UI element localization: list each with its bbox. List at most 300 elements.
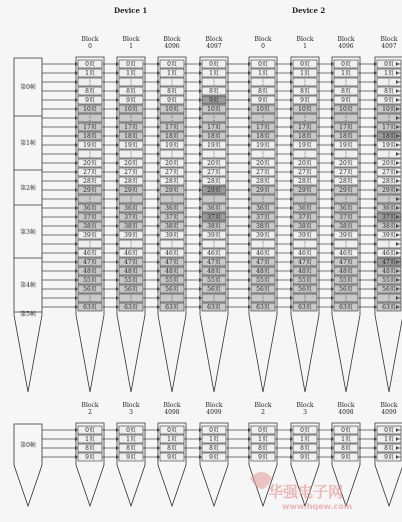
page-label: ⋮ <box>128 294 134 302</box>
page-label: ⋮ <box>386 114 392 122</box>
page-label: ⋮ <box>260 78 266 86</box>
page-label: 9页 <box>341 96 351 104</box>
page-label: 8页 <box>384 87 394 95</box>
page-label: ⋮ <box>169 240 175 248</box>
page-label: 27页 <box>83 168 97 176</box>
block-number: 0 <box>261 43 265 50</box>
page-label: 36页 <box>298 204 312 212</box>
device-2-title: Device 2 <box>292 6 326 15</box>
page-label: 29页 <box>382 186 396 194</box>
frame-label: 第0帧 <box>20 84 36 91</box>
block-number: 1 <box>129 43 133 50</box>
page-label: 55页 <box>339 276 353 284</box>
page-label: 48页 <box>382 267 396 275</box>
page-label: 39页 <box>339 231 353 239</box>
block-title: Block <box>337 402 355 409</box>
block-title: Block <box>205 402 223 409</box>
page-label: 0页 <box>126 426 136 434</box>
page-label: 10页 <box>165 105 179 113</box>
page-label: ⋮ <box>211 294 217 302</box>
page-label: 19页 <box>207 141 221 149</box>
page-label: 18页 <box>339 132 353 140</box>
page-label: 17页 <box>165 123 179 131</box>
page-label: 0页 <box>258 426 268 434</box>
page-label: 29页 <box>256 186 270 194</box>
page-label: 36页 <box>165 204 179 212</box>
page-label: 17页 <box>124 123 138 131</box>
frame-label: 第4帧 <box>20 282 36 289</box>
page-label: ⋮ <box>302 114 308 122</box>
block-number: 4099 <box>206 409 222 416</box>
page-label: 36页 <box>256 204 270 212</box>
block-number: 4099 <box>381 409 397 416</box>
page-label: 8页 <box>85 87 95 95</box>
page-label: 1页 <box>209 435 219 443</box>
page-label: 38页 <box>207 222 221 230</box>
page-label: 39页 <box>382 231 396 239</box>
page-label: 1页 <box>258 435 268 443</box>
page-label: ⋮ <box>169 78 175 86</box>
block-title: Block <box>122 36 140 43</box>
block-number: 4098 <box>164 409 180 416</box>
page-label: 37页 <box>339 213 353 221</box>
page-label: ⋮ <box>211 195 217 203</box>
page-label: 39页 <box>83 231 97 239</box>
page-label: 48页 <box>256 267 270 275</box>
page-label: 55页 <box>256 276 270 284</box>
page-label: 28页 <box>124 177 138 185</box>
page-label: 20页 <box>165 159 179 167</box>
page-label: 28页 <box>165 177 179 185</box>
page-label: 0页 <box>209 60 219 68</box>
page-label: ⋮ <box>211 150 217 158</box>
page-label: 46页 <box>298 249 312 257</box>
page-label: ⋮ <box>260 294 266 302</box>
page-label: 10页 <box>207 105 221 113</box>
page-label: 38页 <box>339 222 353 230</box>
page-label: 27页 <box>124 168 138 176</box>
page-label: 1页 <box>167 69 177 77</box>
page-label: 46页 <box>256 249 270 257</box>
block-title: Block <box>163 36 181 43</box>
page-label: 0页 <box>300 60 310 68</box>
page-label: ⋮ <box>343 294 349 302</box>
page-label: 1页 <box>167 435 177 443</box>
page-label: 0页 <box>167 60 177 68</box>
page-label: 39页 <box>124 231 138 239</box>
page-label: 20页 <box>124 159 138 167</box>
page-label: 9页 <box>85 96 95 104</box>
page-label: 37页 <box>298 213 312 221</box>
page-label: 48页 <box>207 267 221 275</box>
page-label: 8页 <box>258 87 268 95</box>
page-label: 46页 <box>207 249 221 257</box>
page-label: 1页 <box>126 435 136 443</box>
page-label: ⋮ <box>343 195 349 203</box>
page-label: 37页 <box>165 213 179 221</box>
page-label: 38页 <box>298 222 312 230</box>
page-label: 39页 <box>256 231 270 239</box>
page-label: ⋮ <box>302 294 308 302</box>
page-label: 55页 <box>165 276 179 284</box>
page-label: ⋮ <box>169 195 175 203</box>
page-label: ⋮ <box>260 195 266 203</box>
block-title: Block <box>122 402 140 409</box>
page-label: ⋮ <box>211 78 217 86</box>
frame-label: 第5帧 <box>20 310 36 318</box>
page-label: 0页 <box>258 60 268 68</box>
page-label: ⋮ <box>386 240 392 248</box>
page-label: 47页 <box>256 258 270 266</box>
page-label: ⋮ <box>128 78 134 86</box>
block-title: Block <box>337 36 355 43</box>
frame-label: 第1帧 <box>20 140 36 147</box>
page-label: 47页 <box>83 258 97 266</box>
page-label: 29页 <box>298 186 312 194</box>
page-label: 10页 <box>256 105 270 113</box>
page-label: 0页 <box>384 426 394 434</box>
page-label: 9页 <box>209 453 219 461</box>
page-label: 38页 <box>256 222 270 230</box>
page-label: 8页 <box>126 87 136 95</box>
page-label: 56页 <box>165 285 179 293</box>
page-label: ⋮ <box>87 240 93 248</box>
page-label: 55页 <box>83 276 97 284</box>
page-label: 47页 <box>382 258 396 266</box>
page-label: 8页 <box>300 444 310 452</box>
page-label: 36页 <box>124 204 138 212</box>
page-label: 47页 <box>124 258 138 266</box>
page-label: 8页 <box>341 87 351 95</box>
page-label: 9页 <box>384 96 394 104</box>
watermark-url: www.hqew.com <box>282 502 353 511</box>
page-label: ⋮ <box>343 78 349 86</box>
page-label: ⋮ <box>169 150 175 158</box>
block-number: 4097 <box>206 43 222 50</box>
block-number: 1 <box>303 43 307 50</box>
page-label: 39页 <box>207 231 221 239</box>
page-label: 19页 <box>298 141 312 149</box>
page-label: 0页 <box>384 60 394 68</box>
page-label: ⋮ <box>87 114 93 122</box>
page-label: 28页 <box>256 177 270 185</box>
page-label: 28页 <box>298 177 312 185</box>
page-label: 8页 <box>341 444 351 452</box>
page-label: 9页 <box>300 453 310 461</box>
page-label: 0页 <box>300 426 310 434</box>
page-label: 63页 <box>207 303 221 311</box>
page-label: ⋮ <box>302 240 308 248</box>
page-label: ⋮ <box>302 150 308 158</box>
page-label: 9页 <box>341 453 351 461</box>
page-label: ⋮ <box>343 114 349 122</box>
page-label: 47页 <box>165 258 179 266</box>
page-label: 56页 <box>298 285 312 293</box>
page-label: 20页 <box>298 159 312 167</box>
page-label: ⋮ <box>128 240 134 248</box>
block-title: Block <box>81 36 99 43</box>
page-label: 28页 <box>382 177 396 185</box>
page-label: 1页 <box>341 435 351 443</box>
page-label: 10页 <box>298 105 312 113</box>
page-label: ⋮ <box>87 78 93 86</box>
page-label: 8页 <box>300 87 310 95</box>
page-label: 8页 <box>167 87 177 95</box>
page-label: 56页 <box>256 285 270 293</box>
page-label: 8页 <box>258 444 268 452</box>
block-title: Block <box>254 402 272 409</box>
page-label: 27页 <box>256 168 270 176</box>
page-label: 20页 <box>256 159 270 167</box>
page-label: 63页 <box>256 303 270 311</box>
page-label: ⋮ <box>128 150 134 158</box>
frame-outline <box>14 58 42 392</box>
page-label: ⋮ <box>386 78 392 86</box>
page-label: 18页 <box>165 132 179 140</box>
device-1-title: Device 1 <box>114 6 148 15</box>
page-label: 27页 <box>339 168 353 176</box>
page-label: ⋮ <box>211 114 217 122</box>
page-label: 1页 <box>258 69 268 77</box>
page-label: 48页 <box>124 267 138 275</box>
page-label: 19页 <box>124 141 138 149</box>
page-label: 9页 <box>85 453 95 461</box>
page-label: ⋮ <box>302 78 308 86</box>
page-label: 47页 <box>339 258 353 266</box>
page-label: 37页 <box>83 213 97 221</box>
page-label: 1页 <box>341 69 351 77</box>
block-number: 3 <box>303 409 307 416</box>
page-label: 1页 <box>384 435 394 443</box>
page-label: 8页 <box>209 87 219 95</box>
page-label: 37页 <box>256 213 270 221</box>
page-label: 17页 <box>298 123 312 131</box>
page-label: 17页 <box>256 123 270 131</box>
page-label: 8页 <box>384 444 394 452</box>
page-label: ⋮ <box>343 240 349 248</box>
page-label: 1页 <box>85 435 95 443</box>
page-label: 29页 <box>124 186 138 194</box>
page-label: 18页 <box>207 132 221 140</box>
frame-label: 第0帧 <box>20 441 36 449</box>
page-label: 9页 <box>167 96 177 104</box>
page-label: 18页 <box>256 132 270 140</box>
block-title: Block <box>205 36 223 43</box>
page-label: 19页 <box>339 141 353 149</box>
page-label: ⋮ <box>386 294 392 302</box>
page-label: 56页 <box>339 285 353 293</box>
page-label: 10页 <box>339 105 353 113</box>
page-label: 55页 <box>298 276 312 284</box>
page-label: 29页 <box>83 186 97 194</box>
page-label: 55页 <box>207 276 221 284</box>
page-label: 10页 <box>124 105 138 113</box>
page-label: 28页 <box>83 177 97 185</box>
page-label: 9页 <box>167 453 177 461</box>
page-label: 48页 <box>83 267 97 275</box>
block-title: Block <box>296 402 314 409</box>
block-number: 4098 <box>338 409 354 416</box>
page-label: 36页 <box>382 204 396 212</box>
page-label: 36页 <box>83 204 97 212</box>
page-label: 8页 <box>85 444 95 452</box>
page-label: 1页 <box>209 69 219 77</box>
page-label: 46页 <box>83 249 97 257</box>
page-label: 63页 <box>83 303 97 311</box>
page-label: ⋮ <box>302 195 308 203</box>
page-label: 9页 <box>300 96 310 104</box>
page-label: 17页 <box>339 123 353 131</box>
page-label: 63页 <box>298 303 312 311</box>
block-number: 4097 <box>381 43 397 50</box>
page-label: 20页 <box>207 159 221 167</box>
block-title: Block <box>163 402 181 409</box>
block-number: 0 <box>88 43 92 50</box>
page-label: 19页 <box>256 141 270 149</box>
page-label: 48页 <box>298 267 312 275</box>
page-label: 56页 <box>124 285 138 293</box>
block-number: 3 <box>129 409 133 416</box>
page-label: 17页 <box>83 123 97 131</box>
page-label: 27页 <box>207 168 221 176</box>
page-label: ⋮ <box>169 114 175 122</box>
page-label: 10页 <box>83 105 97 113</box>
page-label: ⋮ <box>87 294 93 302</box>
page-label: ⋮ <box>169 294 175 302</box>
frame-label: 第2帧 <box>20 184 36 192</box>
block-number: 2 <box>88 409 92 416</box>
page-label: 18页 <box>298 132 312 140</box>
page-label: 18页 <box>83 132 97 140</box>
page-label: 0页 <box>341 60 351 68</box>
page-label: 47页 <box>298 258 312 266</box>
page-label: 47页 <box>207 258 221 266</box>
page-label: 17页 <box>207 123 221 131</box>
page-label: 0页 <box>85 60 95 68</box>
page-label: 9页 <box>126 453 136 461</box>
page-label: 46页 <box>382 249 396 257</box>
page-label: 17页 <box>382 123 396 131</box>
page-label: ⋮ <box>343 150 349 158</box>
page-label: 1页 <box>85 69 95 77</box>
page-label: ⋮ <box>128 195 134 203</box>
page-label: 8页 <box>126 444 136 452</box>
page-label: 28页 <box>207 177 221 185</box>
page-label: ⋮ <box>260 150 266 158</box>
page-label: 37页 <box>124 213 138 221</box>
page-label: 18页 <box>124 132 138 140</box>
page-label: 46页 <box>124 249 138 257</box>
page-label: ⋮ <box>260 240 266 248</box>
page-label: 36页 <box>339 204 353 212</box>
page-label: 1页 <box>300 435 310 443</box>
page-label: 8页 <box>167 444 177 452</box>
page-label: 29页 <box>165 186 179 194</box>
page-label: 20页 <box>339 159 353 167</box>
block-number: 2 <box>261 409 265 416</box>
page-label: 27页 <box>165 168 179 176</box>
page-label: ⋮ <box>87 150 93 158</box>
block-number: 4096 <box>338 43 354 50</box>
page-label: 37页 <box>382 213 396 221</box>
page-label: 38页 <box>124 222 138 230</box>
page-label: 1页 <box>384 69 394 77</box>
page-label: 0页 <box>209 426 219 434</box>
page-label: 48页 <box>339 267 353 275</box>
page-label: 8页 <box>209 444 219 452</box>
page-label: 38页 <box>165 222 179 230</box>
page-label: 56页 <box>207 285 221 293</box>
page-label: 1页 <box>300 69 310 77</box>
page-label: 63页 <box>339 303 353 311</box>
page-label: 1页 <box>126 69 136 77</box>
block-title: Block <box>254 36 272 43</box>
page-label: 9页 <box>384 453 394 461</box>
page-label: 29页 <box>339 186 353 194</box>
page-label: 56页 <box>382 285 396 293</box>
frame-label: 第3帧 <box>20 228 36 236</box>
page-label: 48页 <box>165 267 179 275</box>
block-title: Block <box>380 36 398 43</box>
page-label: 20页 <box>382 159 396 167</box>
page-label: ⋮ <box>386 195 392 203</box>
page-label: 9页 <box>258 96 268 104</box>
page-label: ⋮ <box>128 114 134 122</box>
page-label: ⋮ <box>386 150 392 158</box>
page-label: ⋮ <box>211 240 217 248</box>
page-label: 0页 <box>85 426 95 434</box>
page-label: 38页 <box>382 222 396 230</box>
page-label: 0页 <box>126 60 136 68</box>
block-title: Block <box>380 402 398 409</box>
page-label: 10页 <box>382 105 396 113</box>
page-label: 9页 <box>126 96 136 104</box>
page-label: 0页 <box>341 426 351 434</box>
page-label: 37页 <box>207 213 221 221</box>
watermark-text: 华强电子网 <box>268 483 344 501</box>
page-label: 46页 <box>165 249 179 257</box>
page-label: 19页 <box>83 141 97 149</box>
page-label: 56页 <box>83 285 97 293</box>
page-label: 9页 <box>209 96 219 104</box>
page-label: 36页 <box>207 204 221 212</box>
page-label: 63页 <box>382 303 396 311</box>
page-label: 27页 <box>298 168 312 176</box>
page-label: 39页 <box>165 231 179 239</box>
page-label: 19页 <box>165 141 179 149</box>
page-label: 27页 <box>382 168 396 176</box>
page-label: 63页 <box>124 303 138 311</box>
page-label: 0页 <box>167 426 177 434</box>
page-label: ⋮ <box>87 195 93 203</box>
page-label: 19页 <box>382 141 396 149</box>
page-label: 18页 <box>382 132 396 140</box>
page-label: 55页 <box>382 276 396 284</box>
page-label: 55页 <box>124 276 138 284</box>
block-number: 4096 <box>164 43 180 50</box>
page-label: 38页 <box>83 222 97 230</box>
page-label: 20页 <box>83 159 97 167</box>
block-title: Block <box>81 402 99 409</box>
page-label: 9页 <box>258 453 268 461</box>
frame-outline <box>14 424 42 506</box>
block-title: Block <box>296 36 314 43</box>
page-label: 63页 <box>165 303 179 311</box>
page-label: ⋮ <box>260 114 266 122</box>
page-label: 29页 <box>207 186 221 194</box>
page-label: 39页 <box>298 231 312 239</box>
page-label: 28页 <box>339 177 353 185</box>
